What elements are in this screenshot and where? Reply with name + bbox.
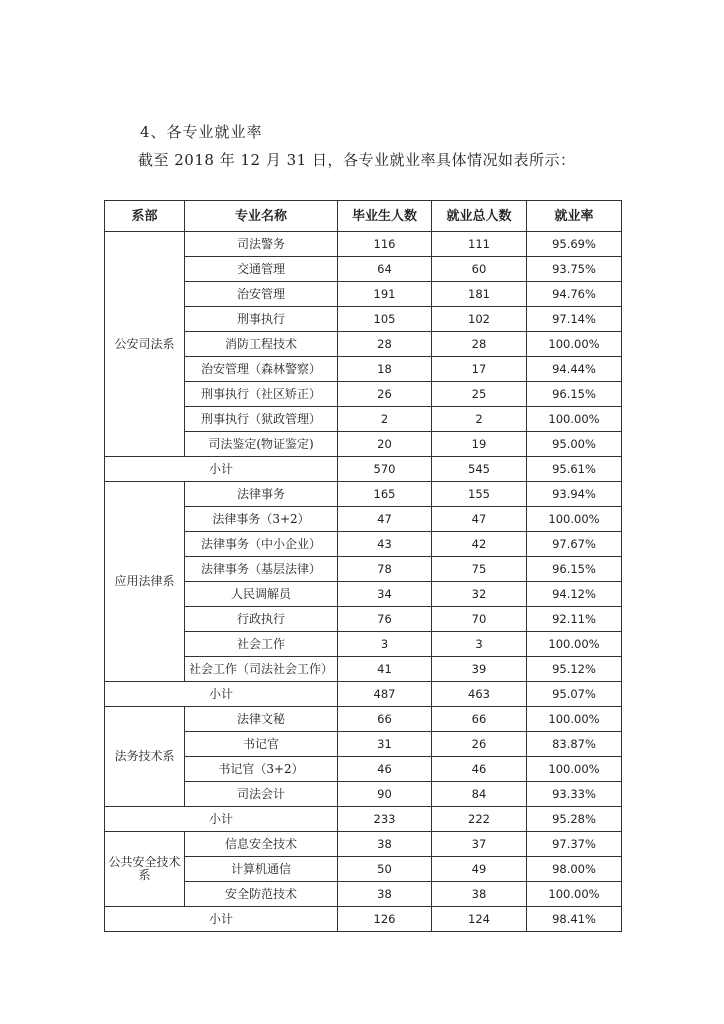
department-cell: 公共安全技术系 [105,832,185,907]
subtotal-rate: 95.61% [527,457,622,482]
graduates-cell: 66 [338,707,432,732]
department-cell: 应用法律系 [105,482,185,682]
employed-cell: 39 [432,657,527,682]
subtotal-rate: 95.28% [527,807,622,832]
major-cell: 书记官 [185,732,338,757]
rate-cell: 97.14% [527,307,622,332]
major-cell: 交通管理 [185,257,338,282]
major-cell: 安全防范技术 [185,882,338,907]
graduates-cell: 28 [338,332,432,357]
employed-cell: 3 [432,632,527,657]
subtotal-graduates: 570 [338,457,432,482]
subtotal-label: 小计 [105,682,338,707]
major-cell: 法律事务（3+2） [185,507,338,532]
intro-paragraph: 截至 2018 年 12 月 31 日，各专业就业率具体情况如表所示： [138,151,576,169]
department-cell: 公安司法系 [105,232,185,457]
graduates-cell: 47 [338,507,432,532]
graduates-cell: 38 [338,832,432,857]
major-cell: 刑事执行（狱政管理） [185,407,338,432]
subtotal-row [105,457,622,482]
employed-cell: 181 [432,282,527,307]
employment-rate-table [104,200,622,932]
rate-cell: 97.67% [527,532,622,557]
header-major: 专业名称 [185,201,338,232]
major-cell: 法律事务（中小企业） [185,532,338,557]
employed-cell: 155 [432,482,527,507]
rate-cell: 93.94% [527,482,622,507]
rate-cell: 83.87% [527,732,622,757]
rate-cell: 100.00% [527,757,622,782]
graduates-cell: 38 [338,882,432,907]
subtotal-graduates: 487 [338,682,432,707]
table-row [105,482,622,507]
rate-cell: 96.15% [527,382,622,407]
employed-cell: 25 [432,382,527,407]
employed-cell: 46 [432,757,527,782]
major-cell: 法律事务 [185,482,338,507]
major-cell: 司法鉴定(物证鉴定) [185,432,338,457]
subtotal-label: 小计 [105,907,338,932]
table-row [105,232,622,257]
graduates-cell: 165 [338,482,432,507]
major-cell: 人民调解员 [185,582,338,607]
major-cell: 刑事执行（社区矫正） [185,382,338,407]
major-cell: 书记官（3+2） [185,757,338,782]
rate-cell: 98.00% [527,857,622,882]
major-cell: 计算机通信 [185,857,338,882]
major-cell: 司法警务 [185,232,338,257]
rate-cell: 95.12% [527,657,622,682]
header-graduates: 毕业生人数 [338,201,432,232]
rate-cell: 94.44% [527,357,622,382]
subtotal-employed: 463 [432,682,527,707]
graduates-cell: 20 [338,432,432,457]
subtotal-graduates: 126 [338,907,432,932]
rate-cell: 100.00% [527,407,622,432]
employed-cell: 70 [432,607,527,632]
graduates-cell: 50 [338,857,432,882]
major-cell: 刑事执行 [185,307,338,332]
header-employed: 就业总人数 [432,201,527,232]
rate-cell: 100.00% [527,632,622,657]
subtotal-rate: 95.07% [527,682,622,707]
graduates-cell: 18 [338,357,432,382]
graduates-cell: 3 [338,632,432,657]
major-cell: 法律事务（基层法律） [185,557,338,582]
major-cell: 司法会计 [185,782,338,807]
subtotal-row [105,682,622,707]
graduates-cell: 43 [338,532,432,557]
employed-cell: 49 [432,857,527,882]
employed-cell: 102 [432,307,527,332]
subtotal-label: 小计 [105,807,338,832]
graduates-cell: 76 [338,607,432,632]
header-department: 系部 [105,201,185,232]
rate-cell: 95.69% [527,232,622,257]
graduates-cell: 41 [338,657,432,682]
subtotal-employed: 124 [432,907,527,932]
employed-cell: 47 [432,507,527,532]
graduates-cell: 90 [338,782,432,807]
employed-cell: 17 [432,357,527,382]
rate-cell: 100.00% [527,707,622,732]
rate-cell: 100.00% [527,882,622,907]
employed-cell: 32 [432,582,527,607]
subtotal-rate: 98.41% [527,907,622,932]
graduates-cell: 2 [338,407,432,432]
rate-cell: 100.00% [527,507,622,532]
rate-cell: 96.15% [527,557,622,582]
employed-cell: 60 [432,257,527,282]
table-row [105,707,622,732]
employed-cell: 2 [432,407,527,432]
subtotal-employed: 222 [432,807,527,832]
graduates-cell: 64 [338,257,432,282]
graduates-cell: 31 [338,732,432,757]
subtotal-row [105,907,622,932]
header-rate: 就业率 [527,201,622,232]
employed-cell: 66 [432,707,527,732]
major-cell: 治安管理 [185,282,338,307]
employed-cell: 28 [432,332,527,357]
employed-cell: 37 [432,832,527,857]
table-row [105,832,622,857]
employed-cell: 75 [432,557,527,582]
major-cell: 社会工作（司法社会工作） [185,657,338,682]
graduates-cell: 46 [338,757,432,782]
rate-cell: 95.00% [527,432,622,457]
rate-cell: 97.37% [527,832,622,857]
department-cell: 法务技术系 [105,707,185,807]
graduates-cell: 105 [338,307,432,332]
table-header-row [105,201,622,232]
subtotal-label: 小计 [105,457,338,482]
major-cell: 治安管理（森林警察） [185,357,338,382]
major-cell: 法律文秘 [185,707,338,732]
rate-cell: 94.76% [527,282,622,307]
graduates-cell: 34 [338,582,432,607]
employed-cell: 26 [432,732,527,757]
section-heading: 4、各专业就业率 [140,123,263,141]
major-cell: 社会工作 [185,632,338,657]
rate-cell: 92.11% [527,607,622,632]
employed-cell: 84 [432,782,527,807]
table-body [105,232,622,932]
employed-cell: 111 [432,232,527,257]
rate-cell: 100.00% [527,332,622,357]
graduates-cell: 116 [338,232,432,257]
major-cell: 信息安全技术 [185,832,338,857]
graduates-cell: 26 [338,382,432,407]
graduates-cell: 191 [338,282,432,307]
rate-cell: 93.33% [527,782,622,807]
major-cell: 行政执行 [185,607,338,632]
subtotal-row [105,807,622,832]
employed-cell: 38 [432,882,527,907]
employed-cell: 19 [432,432,527,457]
subtotal-graduates: 233 [338,807,432,832]
subtotal-employed: 545 [432,457,527,482]
rate-cell: 94.12% [527,582,622,607]
employed-cell: 42 [432,532,527,557]
major-cell: 消防工程技术 [185,332,338,357]
rate-cell: 93.75% [527,257,622,282]
graduates-cell: 78 [338,557,432,582]
